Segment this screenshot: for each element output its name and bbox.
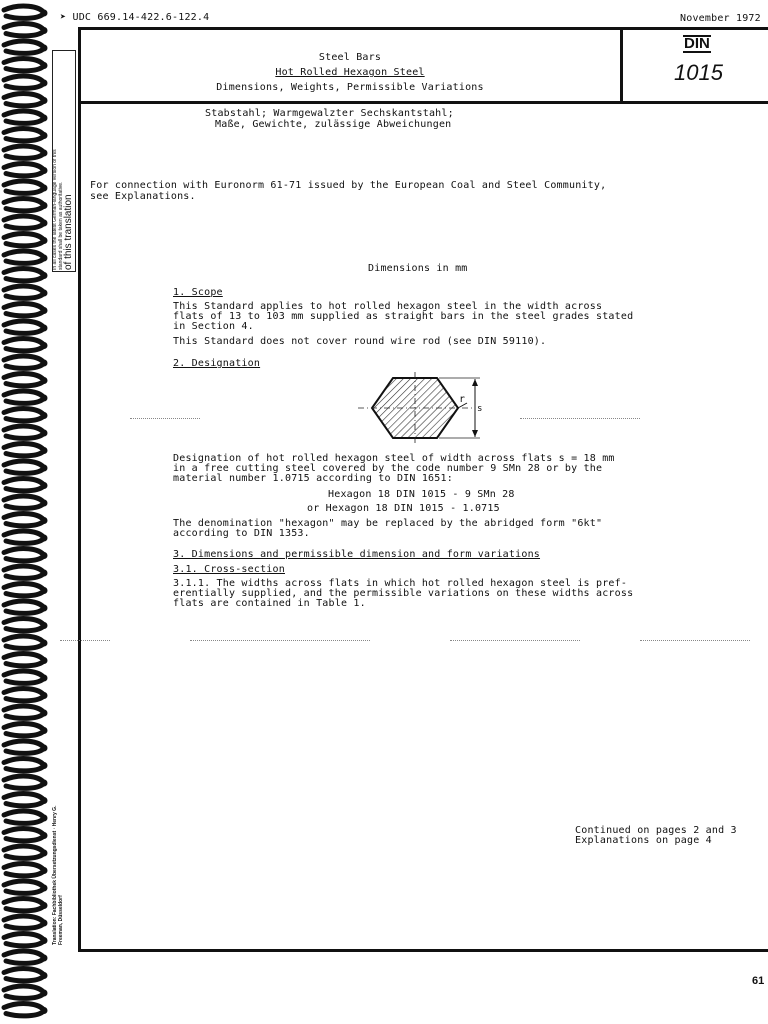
section3-p-l2: erentially supplied, and the permissible variations on these widths across: [173, 588, 634, 599]
spiral-coil: [4, 409, 44, 421]
spiral-hole: [41, 727, 48, 734]
designation-l1: Designation of hot rolled hexagon steel of width across flats s = 18 mm: [173, 453, 615, 464]
explanations-note: Explanations on page 4: [575, 835, 712, 846]
spiral-hole: [41, 640, 48, 647]
spiral-coil: [4, 391, 44, 403]
spiral-hole: [41, 10, 48, 17]
spiral-coil: [4, 129, 44, 141]
scan-artifact: [60, 640, 110, 641]
spiral-coil: [4, 59, 44, 71]
spiral-hole: [41, 885, 48, 892]
din-logo: DIN: [684, 35, 710, 52]
spiral-hole: [41, 220, 48, 227]
translation-note-big: of this translation: [63, 194, 74, 270]
spiral-hole: [41, 342, 48, 349]
spiral-hole: [41, 692, 48, 699]
spiral-coil: [4, 584, 44, 596]
spiral-hole: [41, 622, 48, 629]
spiral-coil: [4, 339, 44, 351]
spiral-hole: [41, 570, 48, 577]
section1-p1-l2: flats of 13 to 103 mm supplied as straight bars in the steel grades stated: [173, 311, 634, 322]
spiral-hole: [41, 657, 48, 664]
spiral-coil: [4, 269, 44, 281]
designation-example-1: Hexagon 18 DIN 1015 - 9 SMn 28: [328, 489, 515, 500]
scan-artifact: [520, 418, 640, 419]
spiral-coil: [4, 724, 44, 736]
spiral-coil: [4, 374, 44, 386]
spiral-hole: [41, 465, 48, 472]
spiral-coil: [4, 111, 44, 123]
intro-line-2: see Explanations.: [90, 191, 196, 202]
designation-example-2: or Hexagon 18 DIN 1015 - 1.0715: [307, 503, 500, 514]
german-title-2: Maße, Gewichte, zulässige Abweichungen: [215, 119, 452, 130]
spiral-hole: [41, 27, 48, 34]
spiral-coil: [4, 776, 44, 788]
udc-line: [60, 12, 209, 23]
date: November 1972: [680, 13, 761, 24]
spiral-coil: [4, 741, 44, 753]
frame-bottom-rule: [78, 949, 768, 952]
spiral-coil: [4, 216, 44, 228]
spiral-coil: [4, 566, 44, 578]
section1-p1-l1: This Standard applies to hot rolled hexagon steel in the width across: [173, 301, 603, 312]
spiral-hole: [41, 745, 48, 752]
spiral-hole: [41, 902, 48, 909]
spiral-coil: [4, 846, 44, 858]
frame-top-rule: [78, 27, 768, 30]
spiral-coil: [4, 899, 44, 911]
spiral-coil: [4, 286, 44, 298]
spiral-hole: [41, 832, 48, 839]
arrow-icon: ➤: [60, 12, 67, 23]
spiral-coil: [4, 304, 44, 316]
designation-l3: material number 1.0715 according to DIN 1651:: [173, 473, 453, 484]
section3-p-l1: 3.1.1. The widths across flats in which hot rolled hexagon steel is pref-: [173, 578, 628, 589]
spiral-hole: [41, 762, 48, 769]
spiral-coil: [4, 916, 44, 928]
scan-artifact: [450, 640, 580, 641]
spiral-hole: [41, 255, 48, 262]
spiral-coil: [4, 671, 44, 683]
spiral-hole: [41, 290, 48, 297]
spiral-hole: [41, 395, 48, 402]
spiral-hole: [41, 412, 48, 419]
page-number: 61: [752, 975, 765, 987]
spiral-hole: [41, 587, 48, 594]
spiral-hole: [41, 150, 48, 157]
spiral-coil: [4, 426, 44, 438]
spiral-hole: [41, 237, 48, 244]
spiral-hole: [41, 447, 48, 454]
spiral-hole: [41, 972, 48, 979]
title-box-divider: [620, 27, 623, 104]
hexagon-cross-section-diagram: [355, 370, 495, 445]
spiral-coil: [4, 636, 44, 648]
spiral-coil: [4, 234, 44, 246]
spiral-hole: [41, 920, 48, 927]
spiral-coil: [4, 654, 44, 666]
section3-p-l3: flats are contained in Table 1.: [173, 598, 366, 609]
section1-heading: 1. Scope: [173, 287, 223, 298]
spiral-hole: [41, 675, 48, 682]
spiral-coil: [4, 811, 44, 823]
intro-line-1: For connection with Euronorm 61-71 issued by the European Coal and Steel Community,: [90, 180, 607, 191]
denomination-l1: The denomination "hexagon" may be replaced by the abridged form "6kt": [173, 518, 603, 529]
spiral-hole: [41, 535, 48, 542]
spiral-coil: [4, 531, 44, 543]
spiral-hole: [41, 167, 48, 174]
spiral-hole: [41, 815, 48, 822]
spiral-coil: [4, 881, 44, 893]
spiral-coil: [4, 829, 44, 841]
title-box-rule: [78, 101, 768, 104]
spiral-coil: [4, 706, 44, 718]
spiral-coil: [4, 181, 44, 193]
spiral-coil: [4, 969, 44, 981]
translation-note-small-1: In all cases the latest German-language version of this: [52, 149, 58, 270]
spiral-coil: [4, 864, 44, 876]
spiral-hole: [41, 797, 48, 804]
denomination-l2: according to DIN 1353.: [173, 528, 310, 539]
spiral-coil: [4, 76, 44, 88]
spiral-coil: [4, 1004, 44, 1016]
spiral-hole: [41, 605, 48, 612]
spiral-coil: [4, 251, 44, 263]
spiral-coil: [4, 951, 44, 963]
section1-p2: This Standard does not cover round wire rod (see DIN 59110).: [173, 336, 547, 347]
spiral-hole: [41, 202, 48, 209]
spiral-hole: [41, 272, 48, 279]
spiral-hole: [41, 430, 48, 437]
spiral-coil: [4, 146, 44, 158]
spiral-coil: [4, 689, 44, 701]
spiral-coil: [4, 514, 44, 526]
spiral-hole: [41, 850, 48, 857]
spiral-hole: [41, 1007, 48, 1014]
width-label: s: [477, 404, 483, 414]
spiral-hole: [41, 552, 48, 559]
spiral-hole: [41, 710, 48, 717]
spiral-coil: [4, 24, 44, 36]
spiral-coil: [4, 94, 44, 106]
translation-note: [52, 50, 74, 270]
spiral-hole: [41, 482, 48, 489]
spiral-coil: [4, 444, 44, 456]
spiral-hole: [41, 780, 48, 787]
spiral-coil: [4, 986, 44, 998]
scan-artifact: [130, 418, 200, 419]
spiral-coil: [4, 164, 44, 176]
din-number: 1015: [674, 60, 723, 85]
translation-credits: Translation: Fachbibliothek Übersetzungsdienst · Henry G. Freeman, Düsseldorf: [52, 805, 64, 945]
scan-artifact: [640, 640, 750, 641]
scan-artifact: [190, 640, 370, 641]
section3-heading: 3. Dimensions and permissible dimension and form variations: [173, 549, 541, 560]
udc-code: UDC 669.14-422.6-122.4: [72, 12, 210, 23]
spiral-coil: [4, 41, 44, 53]
spiral-coil: [4, 619, 44, 631]
spiral-coil: [4, 6, 44, 18]
spiral-hole: [41, 115, 48, 122]
title-line-3: Dimensions, Weights, Permissible Variations: [216, 82, 484, 93]
spiral-hole: [41, 500, 48, 507]
spiral-coil: [4, 759, 44, 771]
translation-note-small-2: standard shall be taken as authoritative.: [58, 181, 64, 270]
spiral-coil: [4, 601, 44, 613]
spiral-coil: [4, 199, 44, 211]
spiral-hole: [41, 80, 48, 87]
section3-subheading: 3.1. Cross-section: [173, 564, 285, 575]
spiral-hole: [41, 97, 48, 104]
spiral-hole: [41, 62, 48, 69]
spiral-hole: [41, 990, 48, 997]
spiral-coil: [4, 496, 44, 508]
continued-note: Continued on pages 2 and 3: [575, 825, 737, 836]
radius-label: r: [459, 394, 466, 405]
spiral-hole: [41, 307, 48, 314]
spiral-hole: [41, 45, 48, 52]
spiral-hole: [41, 937, 48, 944]
designation-l2: in a free cutting steel covered by the code number 9 SMn 28 or by the: [173, 463, 603, 474]
spiral-hole: [41, 185, 48, 192]
dimensions-note: Dimensions in mm: [368, 263, 468, 274]
spiral-coil: [4, 549, 44, 561]
spiral-hole: [41, 132, 48, 139]
title-line-2: Hot Rolled Hexagon Steel: [275, 67, 425, 78]
spiral-coil: [4, 356, 44, 368]
title-line-1: Steel Bars: [318, 52, 382, 63]
spiral-coil: [4, 794, 44, 806]
section1-p1-l3: in Section 4.: [173, 321, 254, 332]
german-title-1: Stabstahl; Warmgewalzter Sechskantstahl;: [205, 108, 454, 119]
frame-left-rule: [78, 27, 81, 952]
spiral-coil: [4, 321, 44, 333]
spiral-coil: [4, 461, 44, 473]
spiral-hole: [41, 867, 48, 874]
spiral-binding: [0, 0, 60, 1024]
spiral-hole: [41, 377, 48, 384]
spiral-hole: [41, 325, 48, 332]
spiral-coil: [4, 479, 44, 491]
spiral-hole: [41, 517, 48, 524]
section2-heading: 2. Designation: [173, 358, 261, 369]
spiral-hole: [41, 955, 48, 962]
spiral-coil: [4, 934, 44, 946]
spiral-hole: [41, 360, 48, 367]
